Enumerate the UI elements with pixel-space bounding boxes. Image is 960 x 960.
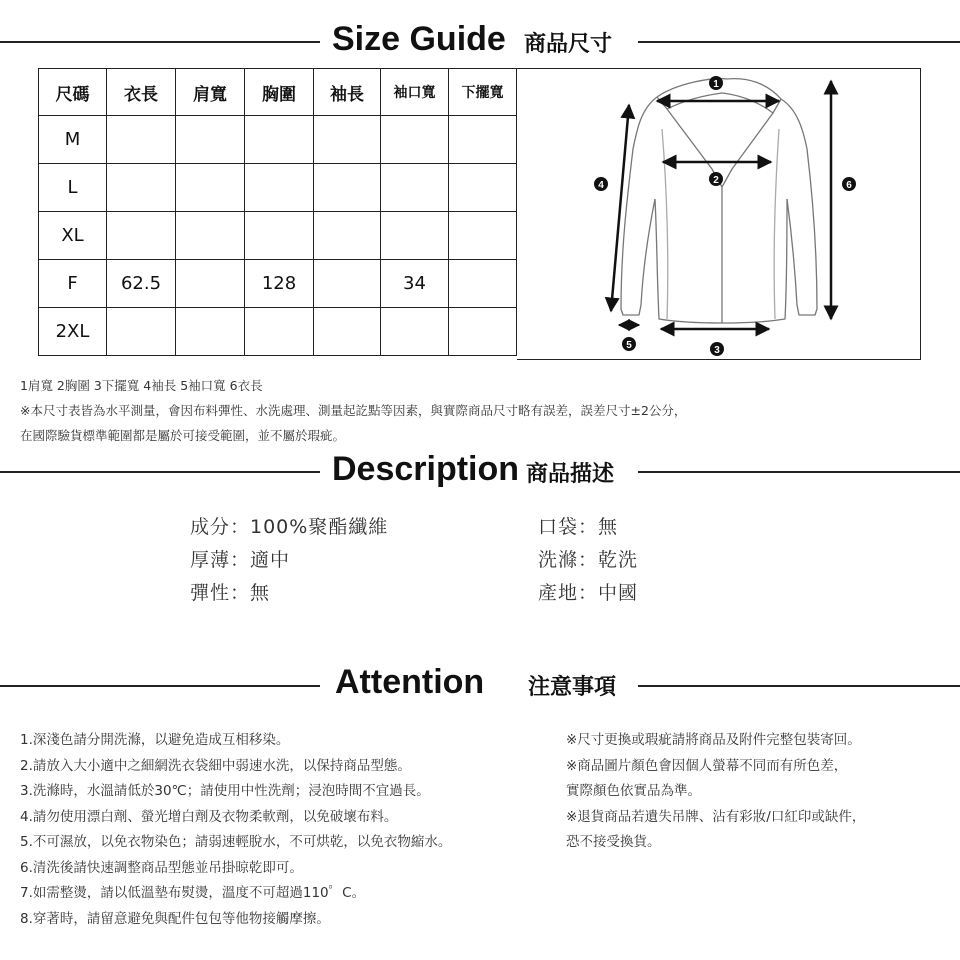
table-cell: 62.5 xyxy=(107,260,176,308)
table-cell xyxy=(314,164,381,212)
table-cell xyxy=(107,212,176,260)
return-policy-note: ※尺寸更換或瑕疵請將商品及附件完整包裝寄回。 xyxy=(566,732,861,748)
care-instruction: 3.洗滌時，水溫請低於30℃；請使用中性洗劑；浸泡時間不宜過長。 xyxy=(20,783,430,799)
table-cell xyxy=(176,212,245,260)
cardigan-illustration xyxy=(517,69,921,361)
table-row xyxy=(39,212,517,260)
size-label: F xyxy=(39,260,107,308)
description-item: 成分：100%聚酯纖維 xyxy=(190,516,389,538)
table-cell xyxy=(449,164,517,212)
size-guide-title-en: Size Guide xyxy=(332,20,506,58)
table-row xyxy=(39,164,517,212)
care-instruction: 8.穿著時，請留意避免與配件包包等他物接觸摩擦。 xyxy=(20,911,330,927)
table-cell xyxy=(176,116,245,164)
table-cell xyxy=(245,308,314,356)
table-cell xyxy=(107,116,176,164)
table-cell xyxy=(449,212,517,260)
table-cell xyxy=(245,116,314,164)
header-cell: 衣長 xyxy=(107,69,176,116)
description-title-en: Description xyxy=(332,450,520,488)
attention-title-en: Attention xyxy=(335,663,485,701)
table-cell xyxy=(314,116,381,164)
collar-inner xyxy=(667,93,773,113)
table-cell xyxy=(381,164,449,212)
description-title-zh: 商品描述 xyxy=(526,462,615,487)
table-cell xyxy=(107,308,176,356)
fold-line xyxy=(774,129,779,319)
size-label: L xyxy=(39,164,107,212)
measurement-note: ※本尺寸表皆為水平測量，會因布料彈性、水洗處理、測量起訖點等因素，與實際商品尺寸略有誤差，誤差尺寸±2公分， xyxy=(20,403,687,418)
garment-measurement-diagram xyxy=(517,68,921,360)
care-instruction: 7.如需整燙，請以低溫墊布熨燙，溫度不可超過110゜C。 xyxy=(20,885,366,901)
marker-3-label: 3 xyxy=(714,345,720,356)
marker-1-label: 1 xyxy=(713,79,719,90)
size-label: 2XL xyxy=(39,308,107,356)
description-item: 洗滌：乾洗 xyxy=(538,549,639,571)
size-table xyxy=(38,68,517,356)
header-cell: 袖口寬 xyxy=(381,69,449,116)
divider-line xyxy=(638,41,960,43)
care-instruction: 2.請放入大小適中之細網洗衣袋細中弱速水洗，以保持商品型態。 xyxy=(20,758,411,774)
return-policy-note: ※退貨商品若遺失吊牌、沾有彩妝/口紅印或缺件， xyxy=(566,809,866,825)
measurement-legend: 1肩寬 2胸圍 3下擺寬 4袖長 5袖口寬 6衣長 xyxy=(20,378,263,393)
size-guide-title-zh: 商品尺寸 xyxy=(524,32,613,57)
table-cell xyxy=(176,164,245,212)
header-cell: 袖長 xyxy=(314,69,381,116)
table-cell xyxy=(176,260,245,308)
care-instruction: 4.請勿使用漂白劑、螢光增白劑及衣物柔軟劑，以免破壞布料。 xyxy=(20,809,398,825)
size-label: XL xyxy=(39,212,107,260)
table-cell: 34 xyxy=(381,260,449,308)
body-outline xyxy=(655,199,787,323)
table-row xyxy=(39,260,517,308)
divider-line xyxy=(0,685,320,687)
table-cell xyxy=(314,308,381,356)
attention-header xyxy=(0,660,960,704)
marker-5-label: 5 xyxy=(626,340,632,351)
description-item: 口袋：無 xyxy=(538,516,619,538)
table-cell xyxy=(314,260,381,308)
divider-line xyxy=(0,41,320,43)
divider-line xyxy=(638,685,960,687)
fold-line xyxy=(662,129,668,319)
marker-2-label: 2 xyxy=(713,175,719,186)
description-item: 產地：中國 xyxy=(538,582,639,604)
table-cell xyxy=(314,212,381,260)
description-item: 厚薄：適中 xyxy=(190,549,291,571)
care-instruction: 6.清洗後請快速調整商品型態並吊掛晾乾即可。 xyxy=(20,860,303,876)
size-table-header-row xyxy=(39,69,517,116)
return-policy-note: ※商品圖片顏色會因個人螢幕不同而有所色差， xyxy=(566,758,848,774)
table-cell xyxy=(107,164,176,212)
return-policy-note: 實際顏色依實品為準。 xyxy=(566,783,701,799)
attention-title-zh: 注意事項 xyxy=(528,675,617,700)
table-row xyxy=(39,308,517,356)
description-header xyxy=(0,450,960,494)
table-cell xyxy=(449,308,517,356)
description-item: 彈性：無 xyxy=(190,582,271,604)
care-instruction: 5.不可濕放，以免衣物染色；請弱速輕脫水，不可烘乾，以免衣物縮水。 xyxy=(20,834,452,850)
table-cell xyxy=(245,212,314,260)
header-cell: 胸圍 xyxy=(245,69,314,116)
divider-line xyxy=(0,471,320,473)
return-policy-note: 恐不接受換貨。 xyxy=(566,834,661,850)
measurement-note: 在國際驗貨標準範圍都是屬於可接受範圍，並不屬於瑕疵。 xyxy=(20,428,346,443)
table-cell xyxy=(381,212,449,260)
divider-line xyxy=(638,471,960,473)
care-instruction: 1.深淺色請分開洗滌，以避免造成互相移染。 xyxy=(20,732,290,748)
table-cell xyxy=(449,260,517,308)
header-cell: 肩寬 xyxy=(176,69,245,116)
table-cell xyxy=(381,308,449,356)
marker-6-label: 6 xyxy=(846,180,852,191)
table-cell xyxy=(176,308,245,356)
table-row xyxy=(39,116,517,164)
table-cell xyxy=(381,116,449,164)
table-cell: 128 xyxy=(245,260,314,308)
size-label: M xyxy=(39,116,107,164)
marker-4-label: 4 xyxy=(598,180,604,191)
size-guide-header xyxy=(0,20,960,64)
header-cell: 尺碼 xyxy=(39,69,107,116)
table-cell xyxy=(449,116,517,164)
table-cell xyxy=(245,164,314,212)
header-cell: 下擺寬 xyxy=(449,69,517,116)
